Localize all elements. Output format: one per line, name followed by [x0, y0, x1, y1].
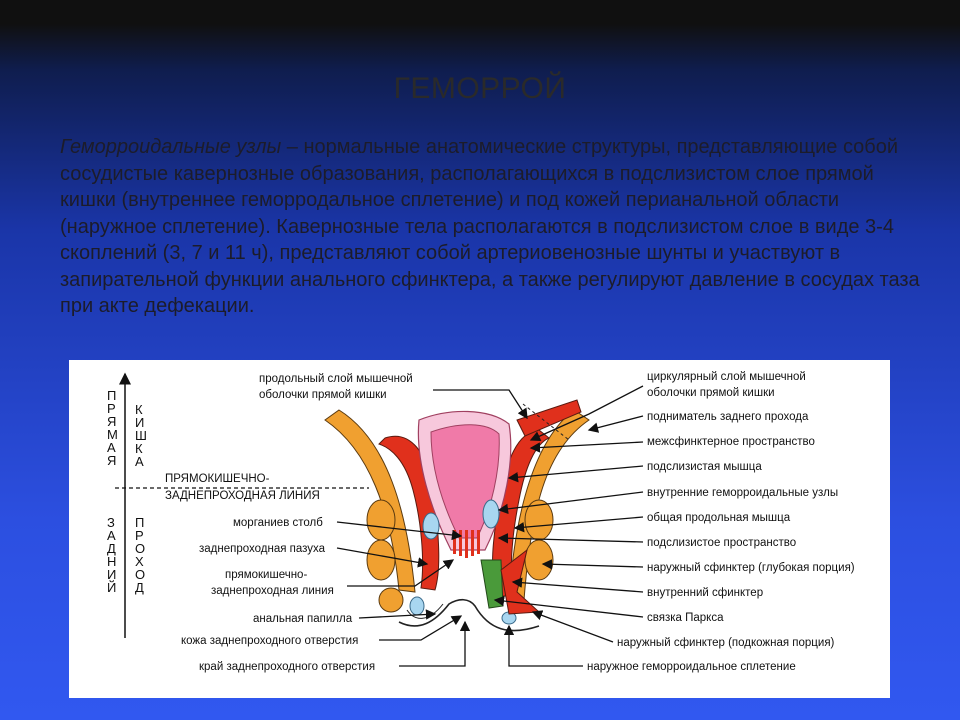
label-circular-layer-2: оболочки прямой кишки — [647, 387, 775, 399]
axis-letter: Р — [135, 528, 144, 543]
axis-letter: А — [107, 440, 116, 455]
description-paragraph — [60, 134, 928, 320]
ext-sphincter-right-2 — [525, 540, 553, 580]
label-external-plexus: наружное геморроидальное сплетение — [587, 661, 796, 673]
ext-sphincter-left-1 — [367, 500, 395, 540]
label-longitudinal-layer-1: продольный слой мышечной — [259, 373, 413, 385]
label-levator: подниматель заднего прохода — [647, 411, 809, 423]
axis-letter: Р — [107, 401, 116, 416]
axis-letter: Й — [107, 580, 117, 595]
axis-letter: Я — [107, 414, 117, 429]
axis-letter: И — [107, 567, 117, 582]
label-rectoanal-line-1: прямокишечно- — [225, 569, 308, 581]
page-title: ГЕМОРРОЙ — [393, 72, 567, 105]
axis-letter: К — [135, 441, 143, 456]
axis-letter: Д — [135, 580, 144, 595]
axis-letter: Ш — [135, 428, 147, 443]
label-morgagni-column: морганиев столб — [233, 517, 323, 529]
dentate-line-label-1: ПРЯМОКИШЕЧНО- — [165, 473, 270, 485]
label-anal-sinus: заднепроходная пазуха — [199, 543, 326, 555]
label-anal-skin: кожа заднепроходного отверстия — [181, 635, 359, 647]
label-internal-sphincter: внутренний сфинктер — [647, 587, 764, 599]
term-hemorrhoidal-nodes: Геморроидальные узлы — [60, 136, 282, 158]
label-parks-ligament: связка Паркса — [647, 612, 724, 624]
axis-letter: Х — [135, 554, 144, 569]
label-circular-layer-1: циркулярный слой мышечной — [647, 371, 806, 383]
label-longitudinal-layer-2: оболочки прямой кишки — [259, 389, 387, 401]
axis-letter: А — [135, 454, 144, 469]
anatomy-drawing — [325, 400, 589, 631]
label-submucosal-muscle: подслизистая мышца — [647, 461, 762, 473]
axis-letter: А — [107, 528, 116, 543]
axis-letter: З — [107, 515, 115, 530]
axis-letter: О — [135, 541, 146, 556]
axis-letter: П — [135, 515, 145, 530]
anal-canal-diagram — [69, 360, 890, 698]
axis-letter: И — [135, 415, 145, 430]
label-intersphincteric: межсфинктерное пространство — [647, 436, 815, 448]
axis-letter: Я — [107, 453, 117, 468]
label-submucosal-space: подслизистое пространство — [647, 537, 797, 549]
label-anal-papilla: анальная папилла — [253, 613, 353, 625]
axis-letter: Н — [107, 554, 117, 569]
label-longitudinal-muscle: общая продольная мышца — [647, 512, 791, 524]
label-ext-sphincter-subcut: наружный сфинктер (подкожная порция) — [617, 637, 835, 649]
axis-letter: М — [107, 427, 118, 442]
ext-sphincter-left-3 — [379, 588, 403, 612]
hemorrhoidal-node-left — [423, 513, 439, 539]
ext-sphincter-left-2 — [367, 540, 395, 580]
axis-letters — [107, 388, 147, 595]
axis-letter: П — [107, 388, 117, 403]
axis-letter: Д — [107, 541, 116, 556]
external-plexus-left — [410, 597, 424, 615]
label-rectoanal-line-2: заднепроходная линия — [211, 585, 334, 597]
label-anal-edge: край заднепроходного отверстия — [199, 661, 376, 673]
dentate-line-label-2: ЗАДНЕПРОХОДНАЯ ЛИНИЯ — [165, 490, 320, 502]
label-internal-hemorrhoids: внутренние геморроидальные узлы — [647, 487, 839, 499]
axis-letter: О — [135, 567, 146, 582]
description-text: – нормальные анатомические структуры, представляющие собой сосудистые кавернозные образования, располагающихся в подслизистом слое прямой кишки (внутреннее геморродальное сплетение) и под кожей перианальной области (наружное сплетение). Кавернозные тела располагаются в подслизистом слое в виде 3-4 скоплений (3, 7 и 11 ч), представляют собой артериовенозные шунты и участвуют в запирательной функции анального сфинктера, а также регулируют давление в сосудах таза при акте дефекации. — [60, 136, 920, 317]
hemorrhoidal-node-right — [483, 500, 499, 528]
anatomy-figure — [69, 360, 890, 698]
axis-letter: К — [135, 402, 143, 417]
label-ext-sphincter-deep: наружный сфинктер (глубокая порция) — [647, 562, 855, 574]
